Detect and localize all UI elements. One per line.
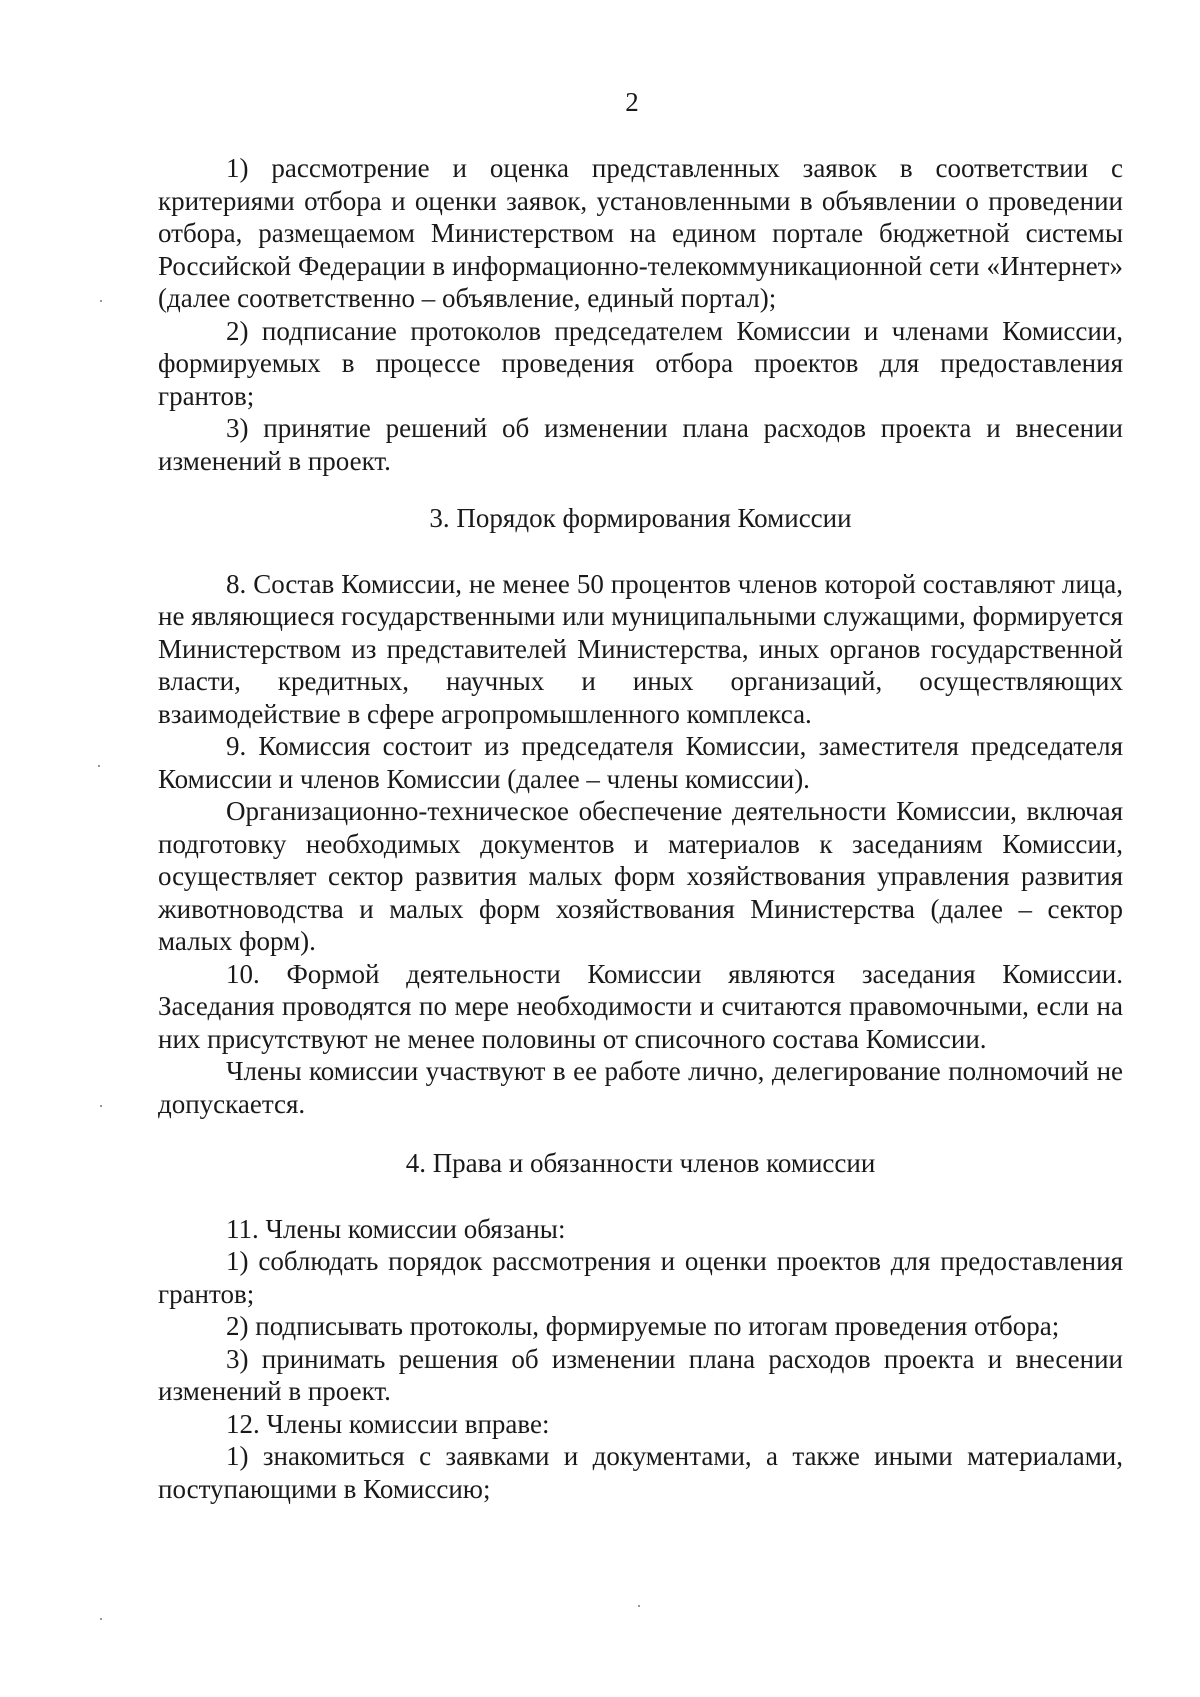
paragraph: 3) принятие решений об изменении плана расходов проекта и внесении изменений в проект. — [158, 413, 1123, 476]
paragraph: 2) подписывать протоколы, формируемые по итогам проведения отбора; — [226, 1311, 1060, 1341]
paragraph: Организационно-техническое обеспечение деятельности Комиссии, включая подготовку необходимых документов и материалов к заседаниям Комиссии, осуществляет сектор развития малых форм хозяйствования управления развития животноводства и малых форм хозяйствования Министерства (далее – сектор малых форм). — [158, 796, 1123, 956]
section-4-heading: 4. Права и обязанности членов комиссии — [405, 1148, 876, 1178]
paragraph: 1) соблюдать порядок рассмотрения и оценки проектов для предоставления грантов; — [158, 1246, 1123, 1309]
paragraph: 2) подписание протоколов председателем Комиссии и членами Комиссии, формируемых в процессе проведения отбора проектов для предоставления грантов; — [158, 315, 1123, 411]
paragraph: 11. Члены комиссии обязаны: — [226, 1213, 566, 1244]
paragraph: 1) рассмотрение и оценка представленных заявок в соответствии с критериями отбора и оценки заявок, установленными в объявлении о проведении отбора, размещаемом Министерством на едином портале бюджетной системы Российской Федерации в информационно-телекоммуникационной сети «Интернет» (далее соответственно – объявление, единый портал); — [158, 153, 1123, 313]
scan-speck — [100, 1618, 102, 1620]
scan-speck — [100, 300, 102, 302]
paragraph: 10. Формой деятельности Комиссии являются заседания Комиссии. Заседания проводятся по мере необходимости и считаются правомочными, если на них присутствуют не менее половины от списочного состава Комиссии. — [158, 958, 1123, 1054]
paragraph: 9. Комиссия состоит из председателя Комиссии, заместителя председателя Комиссии и членов Комиссии (далее – члены комиссии). — [158, 731, 1123, 794]
document-body — [158, 152, 1123, 1505]
scan-speck — [638, 1605, 640, 1607]
scan-speck — [100, 1105, 102, 1107]
scan-speck — [98, 765, 100, 767]
paragraph: 1) знакомиться с заявками и документами, а также иными материалами, поступающими в Комиссию; — [158, 1441, 1123, 1504]
paragraph: 3) принимать решения об изменении плана расходов проекта и внесении изменений в проект. — [158, 1343, 1123, 1406]
paragraph: 8. Состав Комиссии, не менее 50 процентов членов которой составляют лица, не являющиеся государственными или муниципальными служащими, формируется Министерством из представителей Министерства, иных органов государственной власти, кредитных, научных и иных организаций, осуществляющих взаимодействие в сфере агропромышленного комплекса. — [158, 568, 1123, 729]
page-number: 2 — [625, 87, 639, 117]
section-3-heading: 3. Порядок формирования Комиссии — [429, 503, 852, 533]
paragraph: 12. Члены комиссии вправе: — [226, 1408, 550, 1439]
paragraph: Члены комиссии участвуют в ее работе лично, делегирование полномочий не допускается. — [158, 1056, 1123, 1119]
